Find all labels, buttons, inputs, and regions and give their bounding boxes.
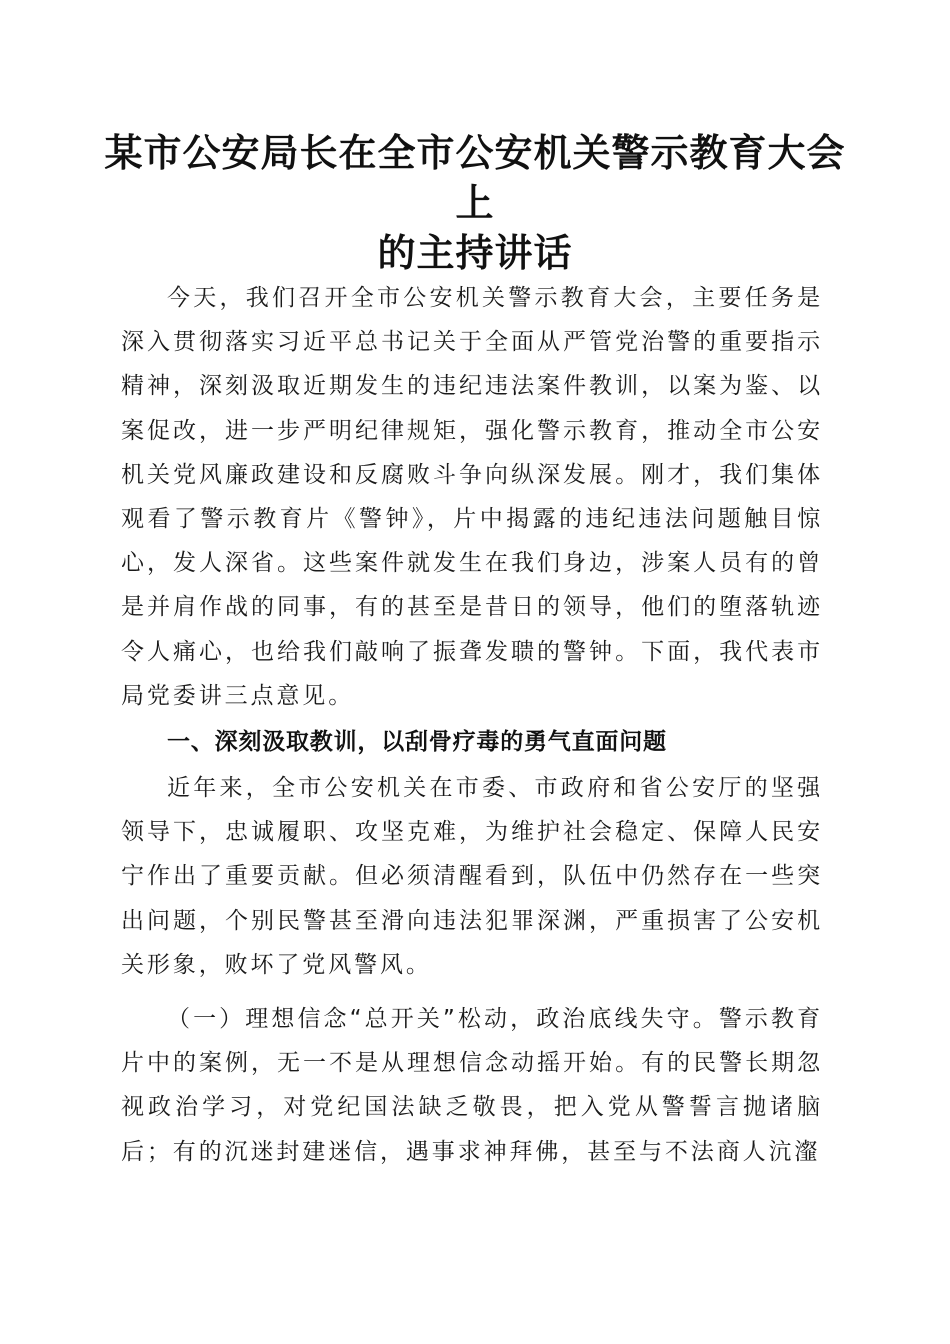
subsection-1-paragraph: （一）理想信念“总开关”松动，政治底线失守。警示教育片中的案例，无一不是从理想信念动摇开始。有的民警长期忽视政治学习，对党纪国法缺乏敬畏，把入党从警誓言抛诸脑后；有的沉迷封建迷信，遇事求神拜佛，甚至与不法商人沆瀣 xyxy=(121,1006,823,1165)
section-1-paragraph: 近年来，全市公安机关在市委、市政府和省公安厅的坚强领导下，忠诚履职、攻坚克难，为维护社会稳定、保障人民安宁作出了重要贡献。但必须清醒看到，队伍中仍然存在一些突出问题，个别民警甚至滑向违法犯罪深渊，严重损害了公安机关形象，败坏了党风警风。 xyxy=(121,775,823,978)
document-title xyxy=(100,128,850,278)
document-body xyxy=(121,276,823,1174)
intro-paragraph: 今天，我们召开全市公安机关警示教育大会，主要任务是深入贯彻落实习近平总书记关于全面从严管党治警的重要指示精神，深刻汲取近期发生的违纪违法案件教训，以案为鉴、以案促改，进一步严明纪律规矩，强化警示教育，推动全市公安机关党风廉政建设和反腐败斗争向纵深发展。刚才，我们集体观看了警示教育片《警钟》，片中揭露的违纪违法问题触目惊心，发人深省。这些案件就发生在我们身边，涉案人员有的曾是并肩作战的同事，有的甚至是昔日的领导，他们的堕落轨迹令人痛心，也给我们敲响了振聋发聩的警钟。下面，我代表市局党委讲三点意见。 xyxy=(121,285,823,709)
section-heading-1: 一、深刻汲取教训，以刮骨疗毒的勇气直面问题 xyxy=(167,729,667,756)
document-title-line-1: 某市公安局长在全市公安机关警示教育大会上 xyxy=(104,130,846,225)
document-title-line-2: 的主持讲话 xyxy=(377,230,573,275)
